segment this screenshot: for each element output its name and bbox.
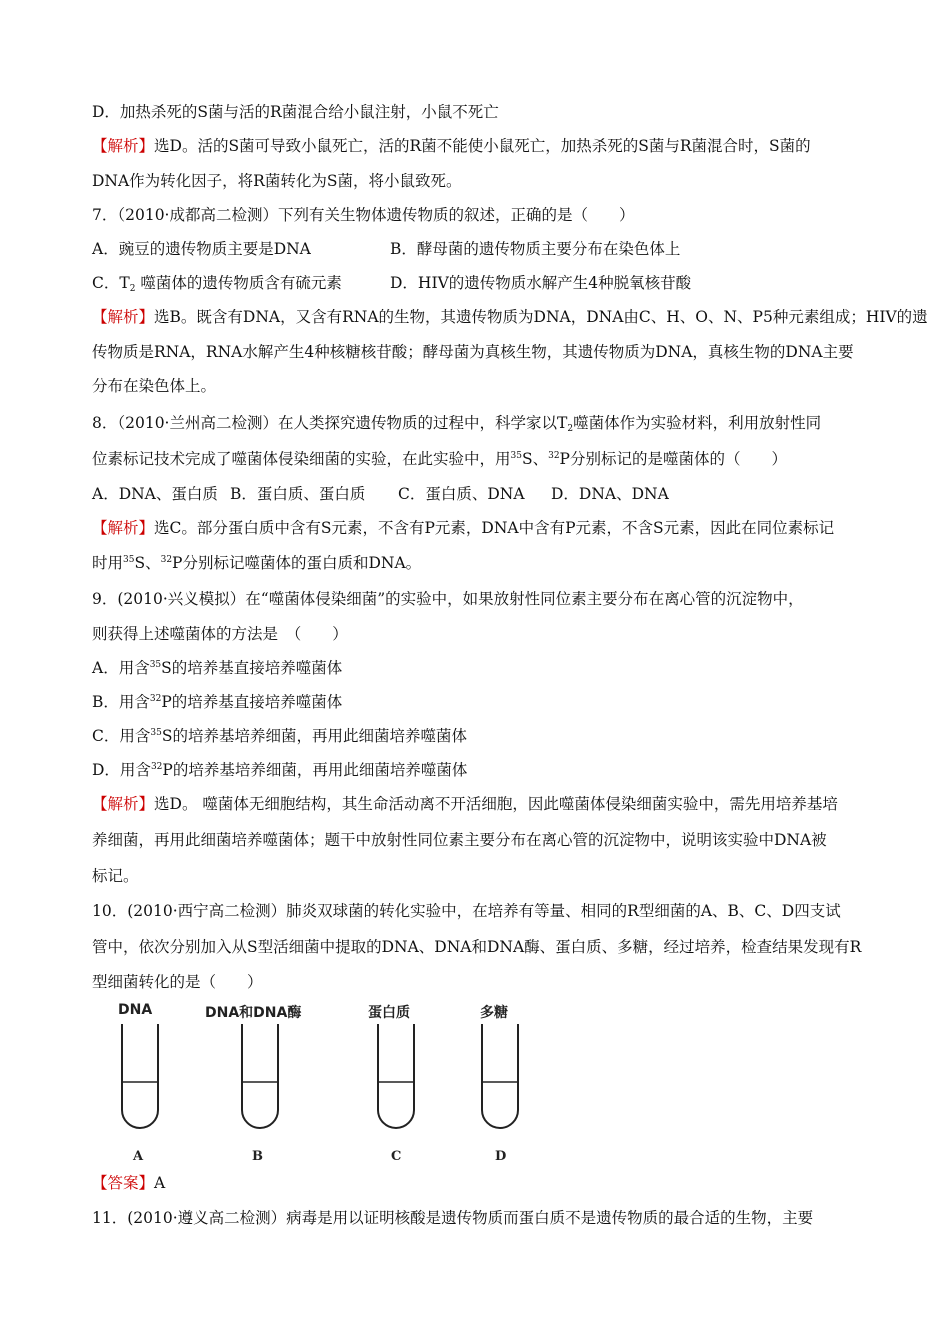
question-9-line-2: 则获得上述噬菌体的方法是 （ ） xyxy=(92,625,348,643)
question-7: 7．（2010·成都高二检测）下列有关生物体遗传物质的叙述，正确的是（ ） xyxy=(92,206,635,224)
question-11: 11．(2010·遵义高二检测）病毒是用以证明核酸是遗传物质而蛋白质不是遗传物质的最合适的生物，主要 xyxy=(92,1209,814,1227)
answer-8-line-1: 【解析】选C。部分蛋白质中含有S元素，不含有P元素，DNA中含有P元素，不含S元素，因此在同位素标记 xyxy=(92,519,835,537)
answer-9-line-1: 【解析】选D。 噬菌体无细胞结构，其生命活动离不开活细胞，因此噬菌体侵染细菌实验中，需先用培养基培 xyxy=(92,795,838,813)
analysis-tag: 【解析】 xyxy=(92,519,155,537)
q8-options xyxy=(92,484,669,504)
answer-6-text: 选D。活的S菌可导致小鼠死亡，活的R菌不能使小鼠死亡，加热杀死的S菌与R菌混合时，S菌的 xyxy=(154,137,811,155)
q7-options-row-1 xyxy=(92,239,680,259)
tube-label-protein: 蛋白质 xyxy=(368,1005,410,1021)
q9-option-a: A．用含$^{35}$S的培养基直接培养噬菌体 xyxy=(92,659,343,677)
q7-option-d: D．HIV的遗传物质水解产生4种脱氧核苷酸 xyxy=(390,274,692,292)
answer-7-line-3: 分布在染色体上。 xyxy=(92,377,217,395)
answer-7-line-1: 【解析】选B。既含有DNA，又含有RNA的生物，其遗传物质为DNA，DNA由C、H、O、N、P5种元素组成；HIV的遗 xyxy=(92,308,928,326)
q8-option-d: D．DNA、DNA xyxy=(551,485,669,503)
question-8-line-2: 位素标记技术完成了噬菌体侵染细菌的实验，在此实验中，用$^{35}$S、$^{32}$P分别标记的是噬菌体的（ ） xyxy=(92,450,787,468)
q6-option-d: D．加热杀死的S菌与活的R菌混合给小鼠注射，小鼠不死亡 xyxy=(92,103,499,121)
tube-letter-d: D xyxy=(495,1149,507,1164)
tube-label-polysaccharide: 多糖 xyxy=(480,1005,508,1021)
q9-option-d: D．用含$^{32}$P的培养基培养细菌，再用此细菌培养噬菌体 xyxy=(92,761,468,779)
question-10-line-3: 型细菌转化的是（ ） xyxy=(92,973,263,991)
test-tube-figure xyxy=(92,998,532,1170)
analysis-tag: 【解析】 xyxy=(92,308,155,326)
tube-letter-c: C xyxy=(391,1149,402,1164)
q9-option-b: B．用含$^{32}$P的培养基直接培养噬菌体 xyxy=(92,693,343,711)
analysis-tag: 【解析】 xyxy=(92,795,155,813)
q9-option-c: C．用含$^{35}$S的培养基培养细菌，再用此细菌培养噬菌体 xyxy=(92,727,467,745)
tube-label-dna-dnase: DNA和DNA酶 xyxy=(205,1005,302,1021)
q8-option-b: B．蛋白质、蛋白质 xyxy=(230,485,366,503)
test-tube-c-icon xyxy=(376,1024,416,1130)
q8-option-c: C．蛋白质、DNA xyxy=(398,485,525,503)
analysis-tag: 【解析】 xyxy=(92,137,155,155)
q7-option-c: C．$T_2$ 噬菌体的遗传物质含有硫元素 xyxy=(92,274,342,294)
tube-letter-b: B xyxy=(252,1149,263,1164)
question-10-line-1: 10．(2010·西宁高二检测）肺炎双球菌的转化实验中，在培养有等量、相同的R型细菌的A、B、C、D四支试 xyxy=(92,902,841,920)
q7-options-row-2 xyxy=(92,273,691,293)
q7-option-b: B．酵母菌的遗传物质主要分布在染色体上 xyxy=(390,240,681,258)
question-8-line-1: 8．（2010·兰州高二检测）在人类探究遗传物质的过程中，科学家以$T_2$噬菌体作为实验材料，利用放射性同 xyxy=(92,414,822,434)
answer-8-line-2: 时用$^{35}$S、$^{32}$P分别标记噬菌体的蛋白质和DNA。 xyxy=(92,554,422,572)
answer-tag: 【答案】 xyxy=(92,1174,155,1192)
test-tube-a-icon xyxy=(120,1024,160,1130)
answer-9-line-2: 养细菌，再用此细菌培养噬菌体；题干中放射性同位素主要分布在离心管的沉淀物中，说明该实验中DNA被 xyxy=(92,831,827,849)
answer-9-line-3: 标记。 xyxy=(92,867,139,885)
answer-7-line-2: 传物质是RNA，RNA水解产生4种核糖核苷酸；酵母菌为真核生物，其遗传物质为DNA，真核生物的DNA主要 xyxy=(92,343,854,361)
answer-6-line-2: DNA作为转化因子，将R菌转化为S菌，将小鼠致死。 xyxy=(92,172,462,190)
question-10-line-2: 管中，依次分别加入从S型活细菌中提取的DNA、DNA和DNA酶、蛋白质、多糖，经过培养，检查结果发现有R xyxy=(92,938,862,956)
answer-10: 【答案】A xyxy=(92,1174,166,1192)
tube-letter-a: A xyxy=(133,1149,144,1164)
q7-option-a: A．豌豆的遗传物质主要是DNA xyxy=(92,240,311,258)
tube-label-dna: DNA xyxy=(118,1002,153,1018)
question-9-line-1: 9．(2010·兴义模拟）在“噬菌体侵染细菌”的实验中，如果放射性同位素主要分布在离心管的沉淀物中， xyxy=(92,590,804,608)
q8-option-a: A．DNA、蛋白质 xyxy=(92,485,218,503)
answer-6-line-1 xyxy=(92,136,811,156)
test-tube-b-icon xyxy=(240,1024,280,1130)
test-tube-d-icon xyxy=(480,1024,520,1130)
